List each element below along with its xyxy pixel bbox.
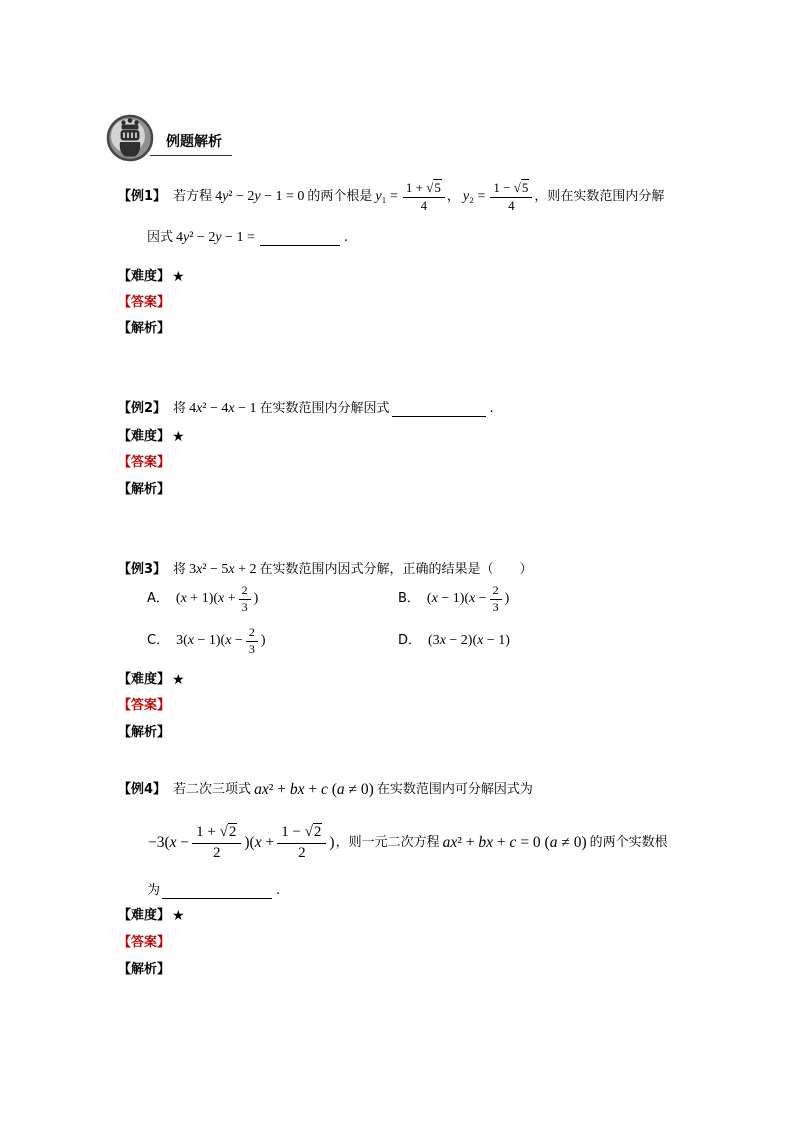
option-expression: (3x − 2)(x − 1) [428,633,510,648]
option-fraction [239,584,251,615]
crown-figure-icon [106,114,154,162]
analysis-label: 【解析】 [118,482,171,497]
expression: 4x² − 4x − 1 [189,401,257,416]
expression: 3x² − 5x + 2 [189,562,257,577]
stem-text: 的两个根是 [307,189,373,204]
fraction-denominator: 3 [241,599,248,614]
stem-text: 在实数范围内可分解因式为 [376,782,533,797]
period: . [343,230,348,245]
section-title: 例题解析 [166,134,222,150]
stem-text: 在实数范围内因式分解，正确的结果是（ ） [259,562,533,577]
expression: ax² + bx + c (a ≠ 0) [254,781,374,798]
answer-label: 【答案】 [118,295,171,310]
fraction-numerator: 1 + √2 [192,824,241,843]
factor-fraction-2 [277,824,326,862]
fraction-numerator: 1 + √5 [403,181,445,198]
example-1-analysis [118,309,170,349]
option-expression-close: ) [504,591,510,606]
option-fraction [246,626,258,657]
difficulty-label: 【难度】 [118,429,171,444]
stem-text: 为 [147,883,161,898]
root-1-lhs: y₁ = [375,189,398,204]
difficulty-label: 【难度】 [118,908,171,923]
option-b [398,579,510,619]
fraction-denominator: 2 [298,844,306,861]
option-a [147,579,259,619]
analysis-label: 【解析】 [118,962,171,977]
stem-text: 将 [173,401,187,416]
fraction-denominator: 4 [420,197,428,213]
difficulty-stars: ★ [172,672,185,688]
difficulty-label: 【难度】 [118,672,171,687]
option-expression: 3(x − 1)(x − [176,633,243,648]
fraction-numerator: 2 [490,584,502,600]
example-3-analysis [118,713,170,753]
fraction-numerator: 1 − √2 [277,824,326,843]
fraction-numerator: 2 [246,626,258,642]
answer-label: 【答案】 [118,455,171,470]
fraction-denominator: 3 [248,641,255,656]
fraction-denominator: 3 [492,599,499,614]
equation: ax² + bx + c = 0 (a ≠ 0) [442,834,587,851]
difficulty-stars: ★ [172,269,185,285]
option-expression: (x + 1)(x + [175,591,236,606]
option-letter: B． [398,591,420,606]
period: . [489,401,494,416]
factored-expression-part: )(x + [244,834,275,851]
difficulty-label: 【难度】 [118,269,171,284]
example-2-analysis [118,470,170,510]
fraction-denominator: 4 [508,197,515,213]
section-title-underline [150,155,232,156]
separator-comma: ， [446,189,460,204]
example-tag: 【例1】 [118,189,167,204]
option-expression-close: ) [260,633,266,648]
equation: 4y² − 2y − 1 = 0 [215,189,305,204]
stem-text: 在实数范围内分解因式 [259,401,390,416]
option-d [398,621,511,661]
option-letter: D． [398,633,422,648]
example-1-stem-line-1 [118,177,664,217]
option-letter: A． [147,591,169,606]
difficulty-stars: ★ [172,908,185,924]
analysis-label: 【解析】 [118,725,171,740]
expression: 4y² − 2y − 1 = [176,230,255,245]
stem-text: 若方程 [173,189,213,204]
fraction-numerator: 2 [239,584,251,600]
option-c [147,621,267,661]
fraction-denominator: 2 [213,844,221,861]
root-1-fraction [403,181,445,214]
option-expression: (x − 1)(x − [426,591,487,606]
stem-text: 因式 [147,230,174,245]
analysis-label: 【解析】 [118,321,171,336]
factored-expression-part: ) [329,834,335,851]
stem-text: ，则一元二次方程 [335,835,440,850]
root-2-fraction [490,181,532,214]
example-tag: 【例4】 [118,782,167,797]
example-tag: 【例2】 [118,401,167,416]
stem-text: ，则在实数范围内分解 [534,189,665,204]
answer-blank [392,402,486,417]
factored-expression-part: −3(x − [148,834,190,851]
example-4-analysis [118,950,170,990]
section-badge [106,114,154,162]
stem-text: 的两个实数根 [589,835,668,850]
example-4-stem-line-2 [147,823,668,863]
example-tag: 【例3】 [118,562,167,577]
option-letter: C． [147,633,170,648]
answer-label: 【答案】 [118,935,171,950]
difficulty-stars: ★ [172,429,185,445]
option-expression-close: ) [253,591,259,606]
period: . [276,883,281,898]
answer-blank [260,231,340,246]
root-2-lhs: y₂ = [462,189,486,204]
option-fraction [490,584,502,615]
stem-text: 若二次三项式 [173,782,252,797]
example-4-stem-line-1 [118,770,533,810]
factor-fraction-1 [192,824,241,862]
example-1-stem-line-2 [147,218,348,258]
fraction-numerator: 1 − √5 [490,181,532,198]
answer-label: 【答案】 [118,698,171,713]
stem-text: 将 [173,562,187,577]
